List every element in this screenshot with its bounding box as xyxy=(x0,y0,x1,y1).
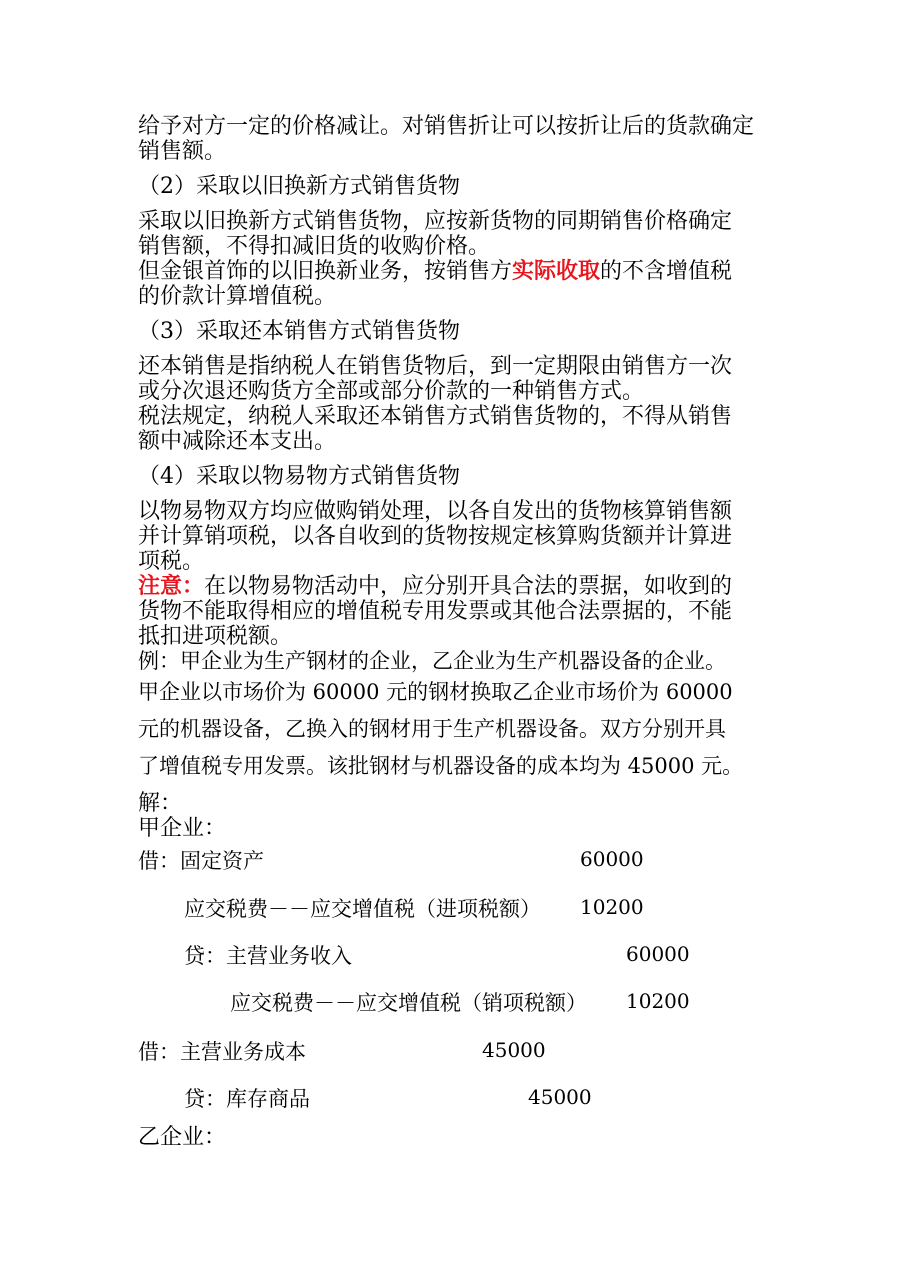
note-label: 注意： xyxy=(138,573,205,599)
para-line: 货物不能取得相应的增值税专用发票或其他合法票据的，不能 xyxy=(138,599,733,624)
para-line: 以物易物双方均应做购销处理，以各自发出的货物核算销售额 xyxy=(138,499,733,524)
entry-amount: 60000 xyxy=(626,942,690,966)
entry-amount: 45000 xyxy=(482,1038,546,1062)
entry-debit-cost: 借：主营业务成本 xyxy=(138,1040,306,1064)
example-line: 了增值税专用发票。该批钢材与机器设备的成本均为 45000 元。 xyxy=(138,754,744,778)
text-run: 在以物易物活动中，应分别开具合法的票据，如收到的 xyxy=(204,574,733,599)
entry-output-vat: 应交税费－－应交增值税（销项税额） xyxy=(230,991,587,1015)
entry-amount: 10200 xyxy=(626,989,690,1013)
para-line: 采取以旧换新方式销售货物，应按新货物的同期销售价格确定 xyxy=(138,209,733,234)
solution-label: 解： xyxy=(138,791,183,816)
entry-input-vat: 应交税费－－应交增值税（进项税额） xyxy=(184,897,541,921)
entry-credit-inventory: 贷：库存商品 xyxy=(184,1087,310,1111)
para-line: 给予对方一定的价格减让。对销售折让可以按折让后的货款确定 xyxy=(138,114,755,139)
para-line: 额中减除还本支出。 xyxy=(138,429,337,454)
entry-amount: 10200 xyxy=(580,895,644,919)
document-body xyxy=(138,114,798,841)
para-line xyxy=(138,574,798,599)
company-label-b: 乙企业： xyxy=(138,1125,227,1150)
para-line: 并计算销项税，以各自收到的货物按规定核算购货额并计算进 xyxy=(138,524,733,549)
para-line: 税法规定，纳税人采取还本销售方式销售货物的，不得从销售 xyxy=(138,404,733,429)
example-line: 元的机器设备，乙换入的钢材用于生产机器设备。双方分别开具 xyxy=(138,717,726,741)
text-run: 的不含增值税 xyxy=(600,259,733,284)
text-run: 但金银首饰的以旧换新业务，按销售方 xyxy=(138,259,513,284)
section-heading-2: （2）采取以旧换新方式销售货物 xyxy=(138,174,460,199)
para-line: 抵扣进项税额。 xyxy=(138,624,293,649)
para-line: 或分次退还购货方全部或部分价款的一种销售方式。 xyxy=(138,379,645,404)
entry-amount: 45000 xyxy=(528,1085,592,1109)
highlight-text: 实际收取 xyxy=(512,258,601,284)
entry-amount: 60000 xyxy=(580,847,644,871)
para-line: 还本销售是指纳税人在销售货物后，到一定期限由销售方一次 xyxy=(138,354,733,379)
para-line xyxy=(138,259,798,284)
para-line: 的价款计算增值税。 xyxy=(138,284,337,309)
company-label: 甲企业： xyxy=(138,816,227,841)
example-line: 甲企业以市场价为 60000 元的钢材换取乙企业市场价为 60000 xyxy=(138,680,733,704)
example-line: 例：甲企业为生产钢材的企业，乙企业为生产机器设备的企业。 xyxy=(138,649,726,673)
entry-debit-fixed-assets: 借：固定资产 xyxy=(138,849,264,873)
para-line: 销售额。 xyxy=(138,139,227,164)
para-line: 销售额，不得扣减旧货的收购价格。 xyxy=(138,234,491,259)
section-heading-4: （4）采取以物易物方式销售货物 xyxy=(138,464,460,489)
entry-credit-revenue: 贷：主营业务收入 xyxy=(184,944,352,968)
section-heading-3: （3）采取还本销售方式销售货物 xyxy=(138,319,460,344)
para-line: 项税。 xyxy=(138,549,205,574)
